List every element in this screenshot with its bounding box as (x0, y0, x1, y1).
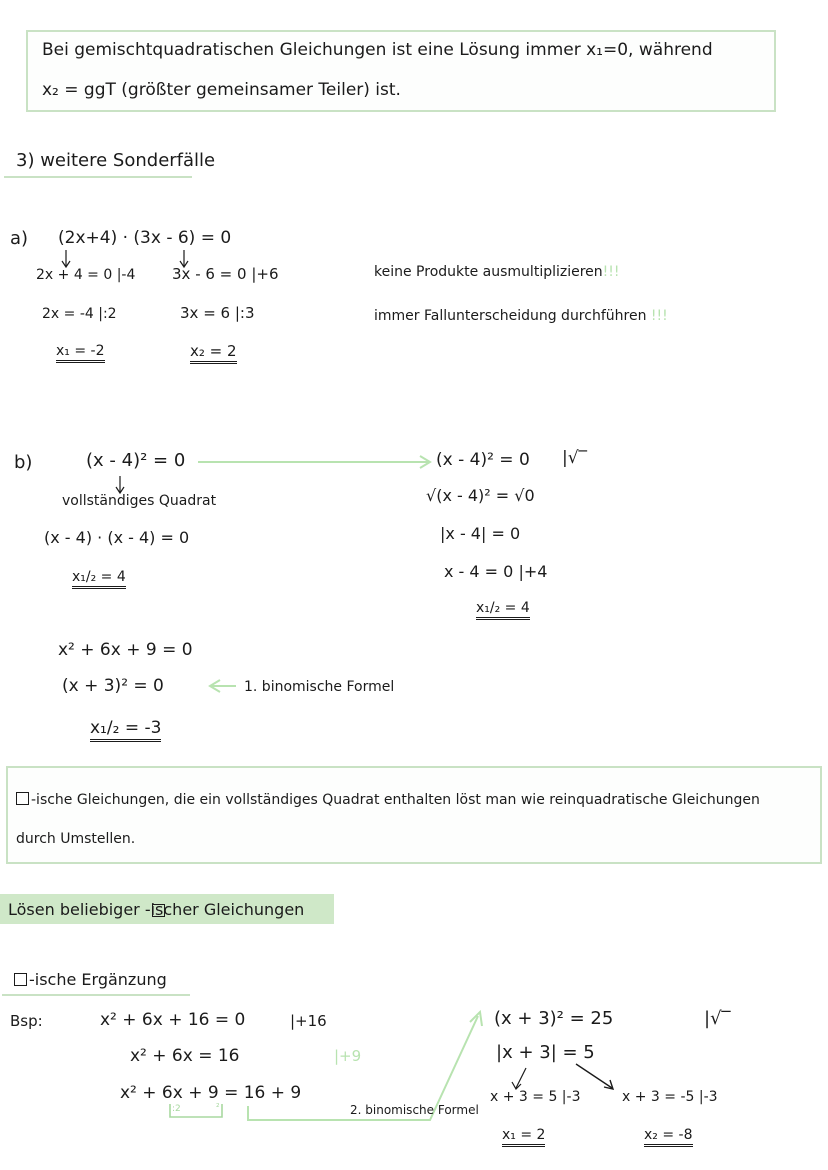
completion-underline (2, 994, 190, 996)
rule-line-2: durch Umstellen. (16, 831, 136, 847)
note-2-marks: !!! (650, 308, 668, 324)
intro-line-2: x₂ = ggT (größter gemeinsamer Teiler) ist. (42, 80, 401, 100)
part-b-equation: (x - 4)² = 0 (86, 450, 186, 471)
completion-title (14, 972, 167, 988)
square-icon (14, 973, 27, 986)
completion-line-3: x² + 6x + 9 = 16 + 9 (120, 1083, 302, 1103)
completion-op-1: |+16 (290, 1012, 327, 1030)
part-b-ex2-result: x₁/₂ = -3 (90, 720, 161, 742)
rule-line-1 (16, 792, 760, 807)
rule-line-1-text: -ische Gleichungen, die ein vollständiges Quadrat enthalten löst man wie reinquadratische Gleichungen (31, 792, 760, 808)
part-a-label: a) (10, 228, 29, 249)
completion-right-3: x + 3 = 5 |-3 (490, 1089, 581, 1105)
part-b-ex2-note: 1. binomische Formel (244, 679, 395, 695)
part-b-right-result: x₁/₂ = 4 (476, 601, 530, 620)
part-a-note-1 (374, 265, 620, 279)
square-icon (16, 792, 29, 805)
completion-right-2: |x + 3| = 5 (496, 1042, 595, 1063)
completion-op-2: |+9 (334, 1047, 362, 1065)
completion-line-2: x² + 6x = 16 (130, 1046, 240, 1066)
part-b-result: x₁/₂ = 4 (72, 570, 126, 589)
part-a-left-2: 2x = -4 |:2 (42, 306, 117, 322)
part-b-right-4: x - 4 = 0 |+4 (444, 562, 548, 581)
completion-right-1: (x + 3)² = 25 (494, 1008, 614, 1029)
rule-box (6, 766, 822, 864)
part-b-right-2: √(x - 4)² = √0 (426, 486, 535, 505)
note-1-text: keine Produkte ausmultiplizieren (374, 264, 603, 280)
section-3-title: 3) weitere Sonderfälle (16, 150, 216, 171)
part-a-result-2: x₂ = 2 (190, 344, 237, 364)
completion-square-note: ² (216, 1103, 220, 1113)
completion-bsp: Bsp: (10, 1012, 43, 1030)
part-b-right-3: |x - 4| = 0 (440, 524, 521, 543)
completion-root-op: |√‾ (704, 1008, 731, 1029)
completion-right-4: x + 3 = -5 |-3 (622, 1089, 718, 1105)
note-2-text: immer Fallunterscheidung durchführen (374, 308, 647, 324)
part-a-right-1: 3x - 6 = 0 |+6 (172, 265, 279, 283)
square-icon (152, 904, 165, 917)
part-a-right-2: 3x = 6 |:3 (180, 304, 255, 322)
completion-result-1: x₁ = 2 (502, 1128, 545, 1147)
part-a-result-1: x₁ = -2 (56, 344, 105, 363)
formula-label: 2. binomische Formel (350, 1103, 479, 1117)
completion-result-2: x₂ = -8 (644, 1128, 693, 1147)
part-a-left-1: 2x + 4 = 0 |-4 (36, 267, 136, 283)
completion-title-text: -ische Ergänzung (29, 970, 167, 989)
part-b-caption: vollständiges Quadrat (62, 493, 217, 509)
part-b-ex2-2: (x + 3)² = 0 (62, 676, 164, 696)
section-3-underline (4, 176, 192, 178)
part-b-root-op: |√‾ (562, 448, 588, 468)
completion-half-note: :2 (172, 1104, 181, 1114)
part-a-equation: (2x+4) · (3x - 6) = 0 (58, 228, 232, 248)
part-a-note-2 (374, 309, 668, 323)
part-b-ex2-1: x² + 6x + 9 = 0 (58, 640, 193, 660)
intro-line-1: Bei gemischtquadratischen Gleichungen ist eine Lösung immer x₁=0, während (42, 40, 713, 60)
part-b-label: b) (14, 452, 33, 473)
part-b-right-1: (x - 4)² = 0 (436, 450, 530, 470)
note-1-marks: !!! (602, 264, 620, 280)
part-b-product: (x - 4) · (x - 4) = 0 (44, 528, 190, 547)
heading-2-text: Lösen beliebiger -ischer Gleichungen (8, 900, 305, 919)
completion-line-1: x² + 6x + 16 = 0 (100, 1010, 246, 1030)
